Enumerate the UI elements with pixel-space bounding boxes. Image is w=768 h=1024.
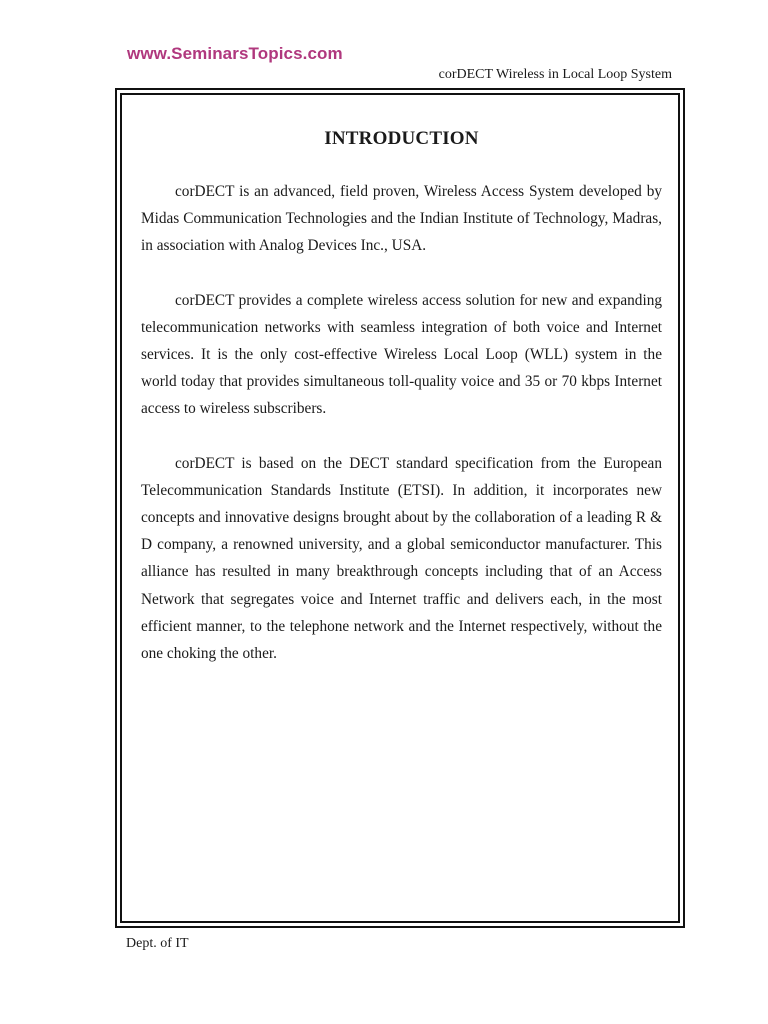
footer-department: Dept. of IT (126, 936, 189, 951)
section-heading: INTRODUCTION (324, 128, 479, 149)
running-header-title: corDECT Wireless in Local Loop System (438, 67, 672, 82)
paragraph-1: corDECT is an advanced, field proven, Wireless Access System developed by Midas Communication Technologies and the Indian Institute of Technology, Madras, in association with Analog Devices Inc., USA. (141, 183, 662, 255)
page-border-inner (120, 93, 680, 923)
main-content (141, 128, 662, 694)
watermark-url: www.SeminarsTopics.com (127, 44, 343, 63)
paragraph-3: corDECT is based on the DECT standard specification from the European Telecommunication Standards Institute (ETSI). In addition, it incorporates new concepts and innovative designs brought about by the collaboration of a leading R & D company, a renowned university, and a global semiconductor manufacturer. This alliance has resulted in many breakthrough concepts including that of an Access Network that segregates voice and Internet traffic and delivers each, in the most efficient manner, to the telephone network and the Internet respectively, without the one choking the other. (141, 454, 662, 663)
paragraph-2: corDECT provides a complete wireless access solution for new and expanding telecommunication networks with seamless integration of both voice and Internet services. It is the only cost-effective Wireless Local Loop (WLL) system in the world today that provides simultaneous toll-quality voice and 35 or 70 kbps Internet access to wireless subscribers. (141, 291, 662, 418)
page-border-frame (115, 88, 685, 928)
